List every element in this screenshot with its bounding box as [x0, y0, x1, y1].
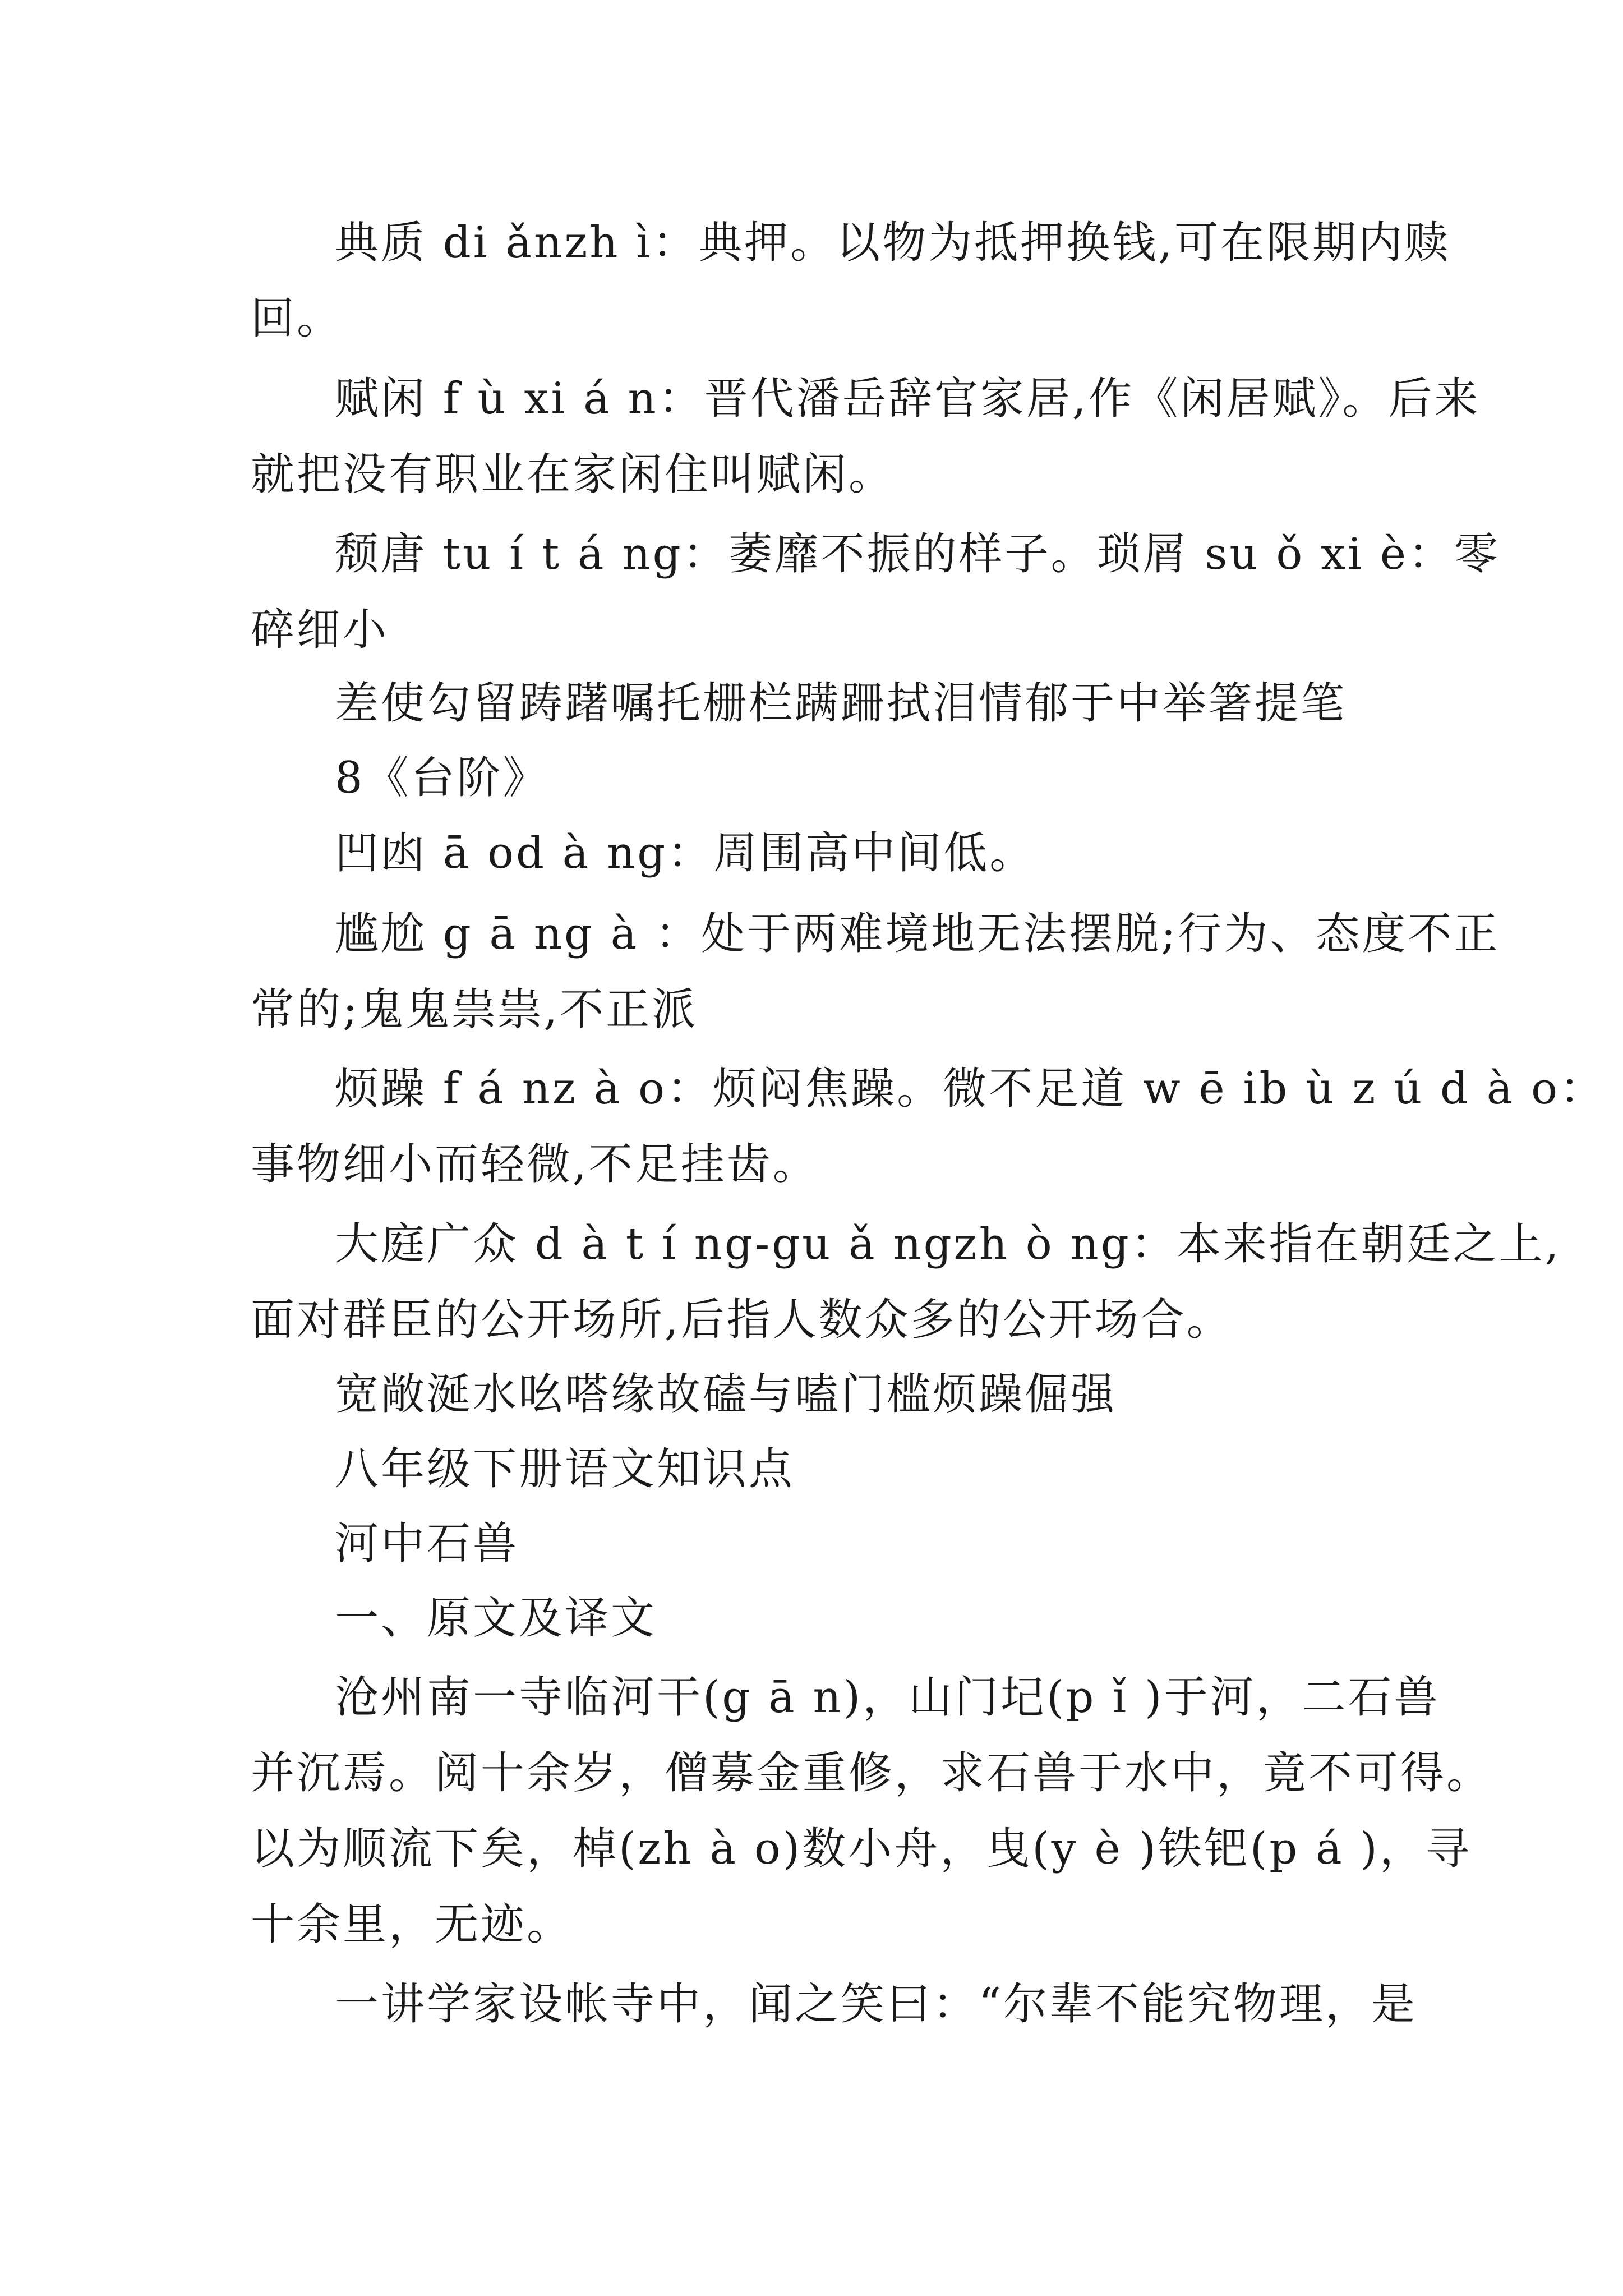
paragraph-line: 赋闲 f ù xi á n：晋代潘岳辞官家居,作《闲居赋》。后来: [335, 374, 1481, 424]
paragraph-line: 并沉焉。阅十余岁，僧募金重修，求石兽于水中，竟不可得。: [251, 1748, 1493, 1798]
paragraph-line: 就把没有职业在家闲住叫赋闲。: [251, 449, 895, 500]
paragraph-line: 烦躁 f á nz à o：烦闷焦躁。微不足道 w ē ib ù z ú d à o：: [335, 1064, 1606, 1114]
paragraph-line: 凹凼 ā od à ng：周围高中间低。: [335, 828, 1036, 878]
paragraph-line: 回。: [251, 293, 343, 344]
paragraph-line: 差使勾留踌躇嘱托栅栏蹒跚拭泪情郁于中举箸提笔: [335, 678, 1347, 729]
section-heading: 河中石兽: [335, 1519, 519, 1569]
paragraph-line: 常的;鬼鬼祟祟,不正派: [251, 984, 698, 1035]
paragraph-line: 典质 di ǎnzh ì：典押。以物为抵押换钱,可在限期内赎: [335, 218, 1451, 268]
section-heading: 一、原文及译文: [335, 1593, 657, 1644]
paragraph-line: 事物细小而轻微,不足挂齿。: [251, 1139, 819, 1190]
paragraph-line: 宽敞涎水吆嗒缘故磕与嗑门槛烦躁倔强: [335, 1369, 1117, 1420]
paragraph-line: 沧州南一寺临河干(g ā n)，山门圮(p ǐ )于河，二石兽: [335, 1672, 1440, 1723]
paragraph-line: 尴尬 g ā ng à ：处于两难境地无法摆脱;行为、态度不正: [335, 909, 1500, 959]
paragraph-line: 大庭广众 d à t í ng-gu ǎ ngzh ò ng：本来指在朝廷之上,: [335, 1219, 1561, 1269]
section-heading: 8《台阶》: [335, 753, 549, 803]
paragraph-line: 颓唐 tu í t á ng：萎靡不振的样子。琐屑 su ǒ xi è：零: [335, 529, 1501, 579]
paragraph-line: 以为顺流下矣，棹(zh à o)数小舟，曳(y è )铁钯(p á )，寻: [251, 1824, 1472, 1874]
paragraph-line: 十余里，无迹。: [251, 1899, 573, 1950]
paragraph-line: 碎细小: [251, 605, 389, 655]
paragraph-line: 面对群臣的公开场所,后指人数众多的公开场合。: [251, 1295, 1233, 1345]
section-heading: 八年级下册语文知识点: [335, 1444, 795, 1494]
paragraph-line: 一讲学家设帐寺中，闻之笑曰：“尔辈不能究物理，是: [335, 1979, 1417, 2030]
